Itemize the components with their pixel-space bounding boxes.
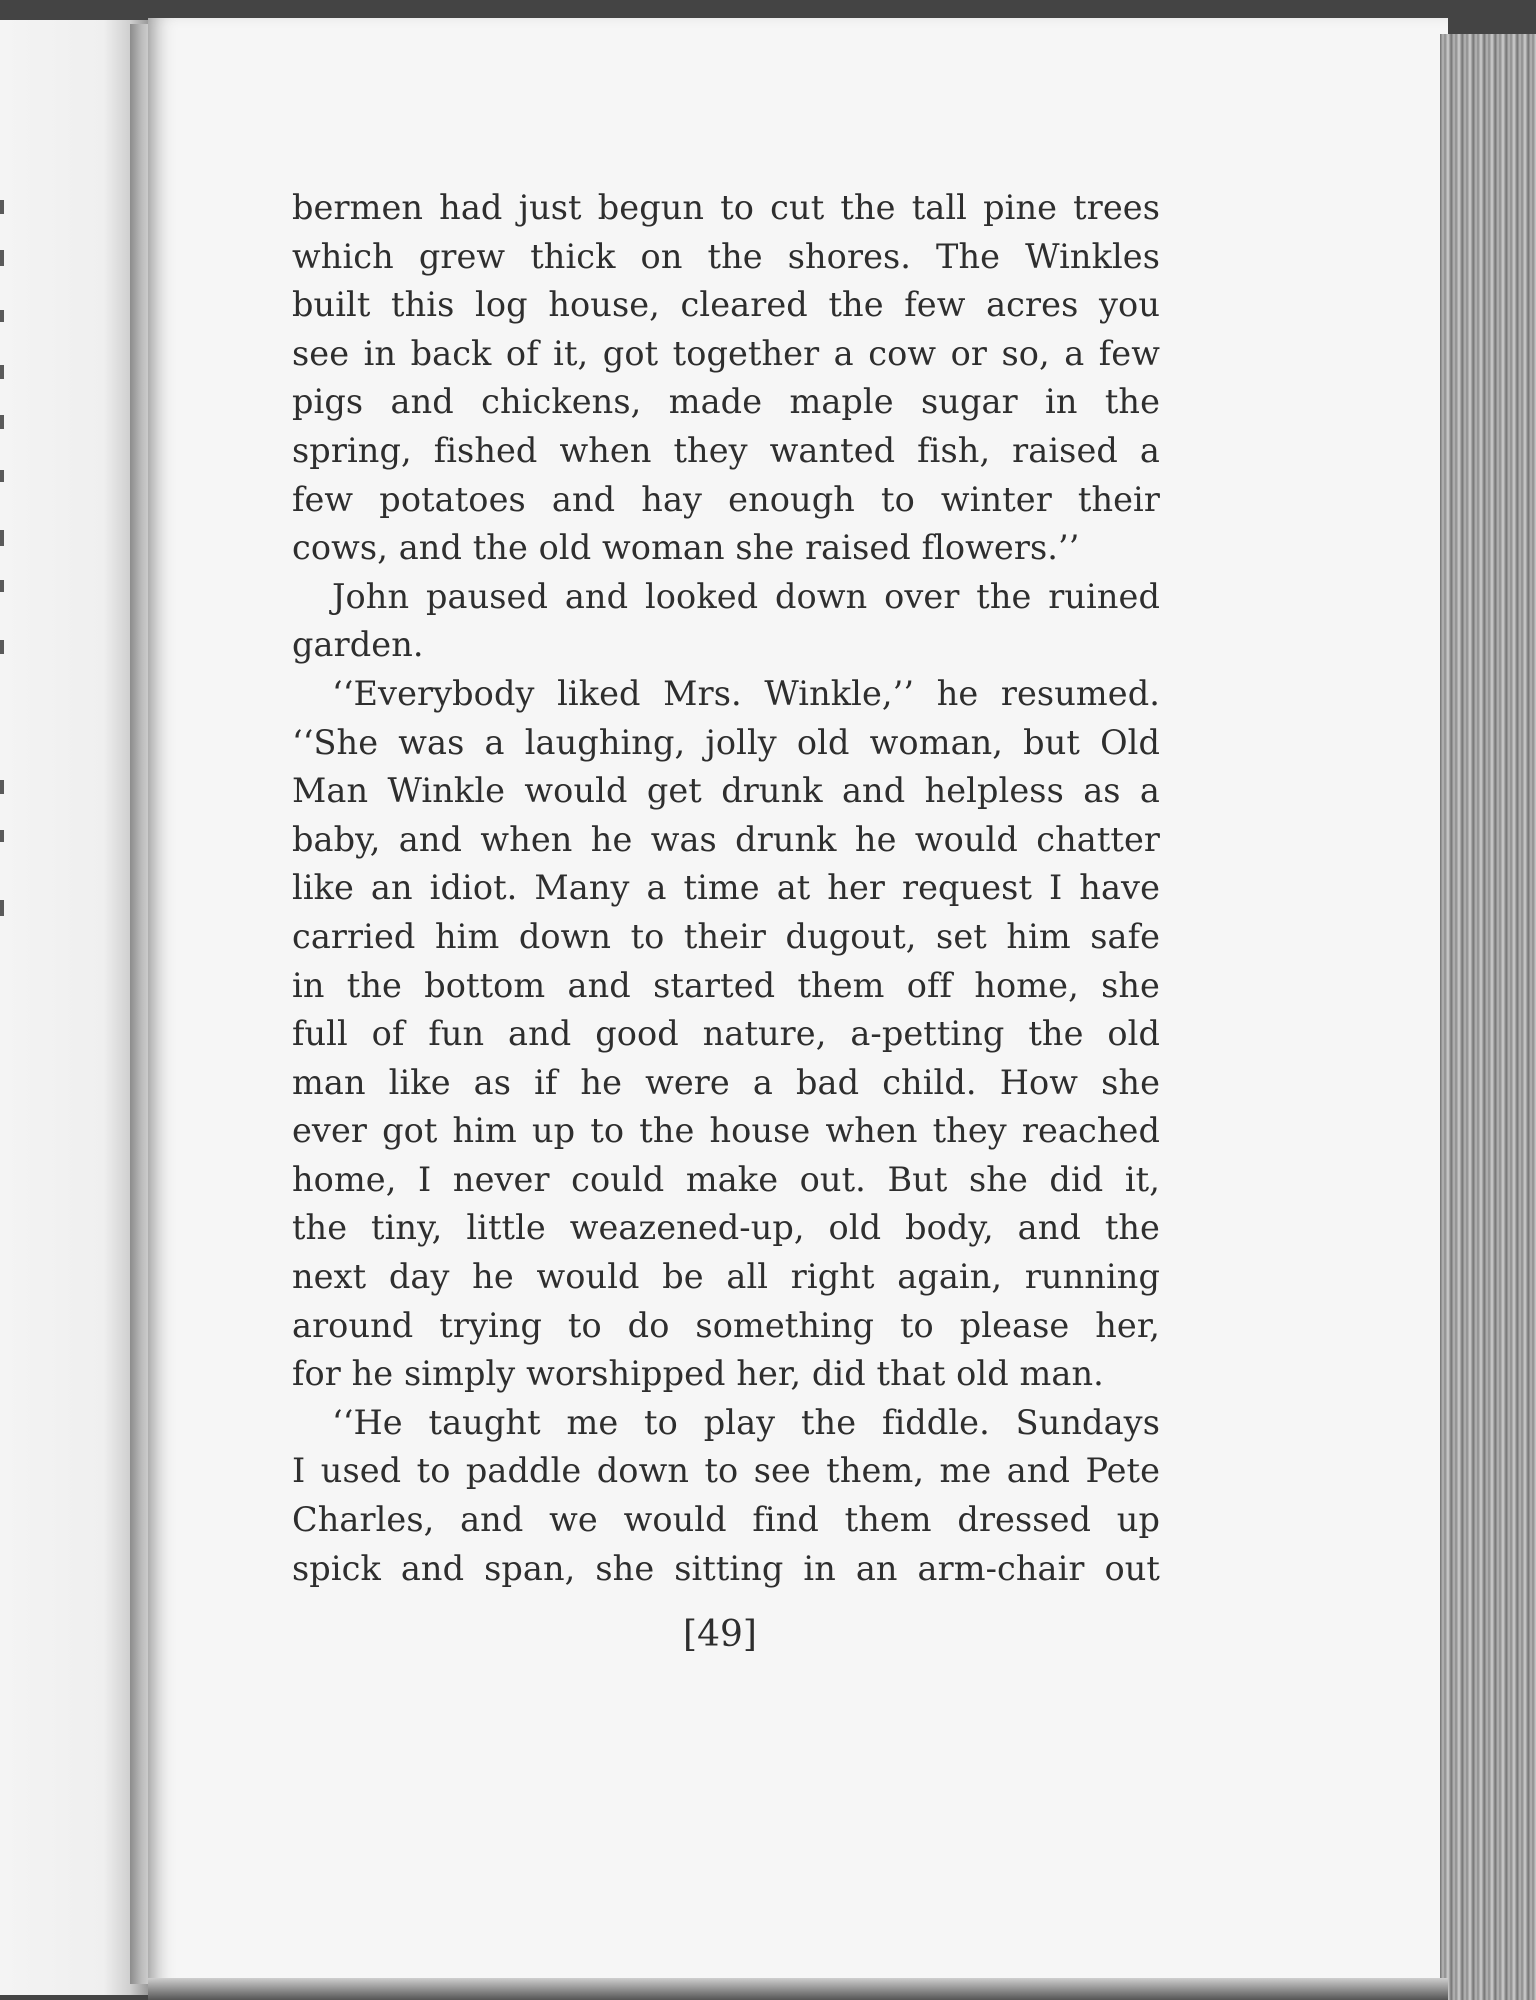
text-line: John paused and looked down over the ruined — [332, 576, 1160, 616]
text-line: see in back of it, got together a cow or so, a few — [292, 333, 1160, 373]
text-line: carried him down to their dugout, set him safe — [292, 916, 1160, 956]
page-stack-edge — [1440, 34, 1536, 2000]
text-line: for he simply worshipped her, did that old man. — [292, 1354, 1104, 1394]
text-line: next day he would be all right again, running — [292, 1257, 1160, 1297]
text-line: baby, and when he was drunk he would chatter — [292, 819, 1160, 859]
text-line: few potatoes and hay enough to winter their — [292, 479, 1160, 519]
text-line: cows, and the old woman she raised flowers.’’ — [292, 528, 1080, 568]
text-line: ‘‘He taught me to play the fiddle. Sundays — [332, 1402, 1160, 1442]
text-line: bermen had just begun to cut the tall pine trees — [292, 188, 1160, 227]
left-page-edge — [0, 20, 148, 1995]
text-line: like an idiot. Many a time at her request I have — [292, 868, 1160, 908]
text-line: Charles, and we would find them dressed up — [292, 1500, 1160, 1540]
text-line: ever got him up to the house when they reached — [292, 1111, 1160, 1151]
left-page-text-remnants — [0, 20, 10, 1995]
page-body-text — [292, 184, 1160, 1593]
text-line: built this log house, cleared the few acres you — [292, 285, 1160, 325]
bottom-page-shadow — [148, 1978, 1448, 2000]
text-line: full of fun and good nature, a-petting the old — [292, 1014, 1160, 1054]
text-line: the tiny, little weazened-up, old body, and the — [292, 1208, 1160, 1248]
text-line: garden. — [292, 625, 424, 665]
page-number: [49] — [683, 1614, 757, 1655]
text-line: ‘‘She was a laughing, jolly old woman, but Old — [292, 722, 1160, 762]
text-line: ‘‘Everybody liked Mrs. Winkle,’’ he resumed. — [332, 673, 1160, 713]
text-line: I used to paddle down to see them, me and Pete — [292, 1451, 1160, 1491]
text-line: in the bottom and started them off home, she — [292, 965, 1160, 1005]
text-line: man like as if he were a bad child. How she — [292, 1062, 1160, 1102]
text-line: pigs and chickens, made maple sugar in the — [292, 382, 1160, 422]
text-line: home, I never could make out. But she did it, — [292, 1159, 1160, 1199]
text-line: Man Winkle would get drunk and helpless as a — [292, 771, 1160, 811]
text-line: around trying to do something to please her, — [292, 1305, 1160, 1345]
text-line: spick and span, she sitting in an arm-chair out — [292, 1548, 1160, 1588]
text-line: which grew thick on the shores. The Winkles — [292, 236, 1160, 276]
text-line: spring, fished when they wanted fish, raised a — [292, 430, 1160, 470]
